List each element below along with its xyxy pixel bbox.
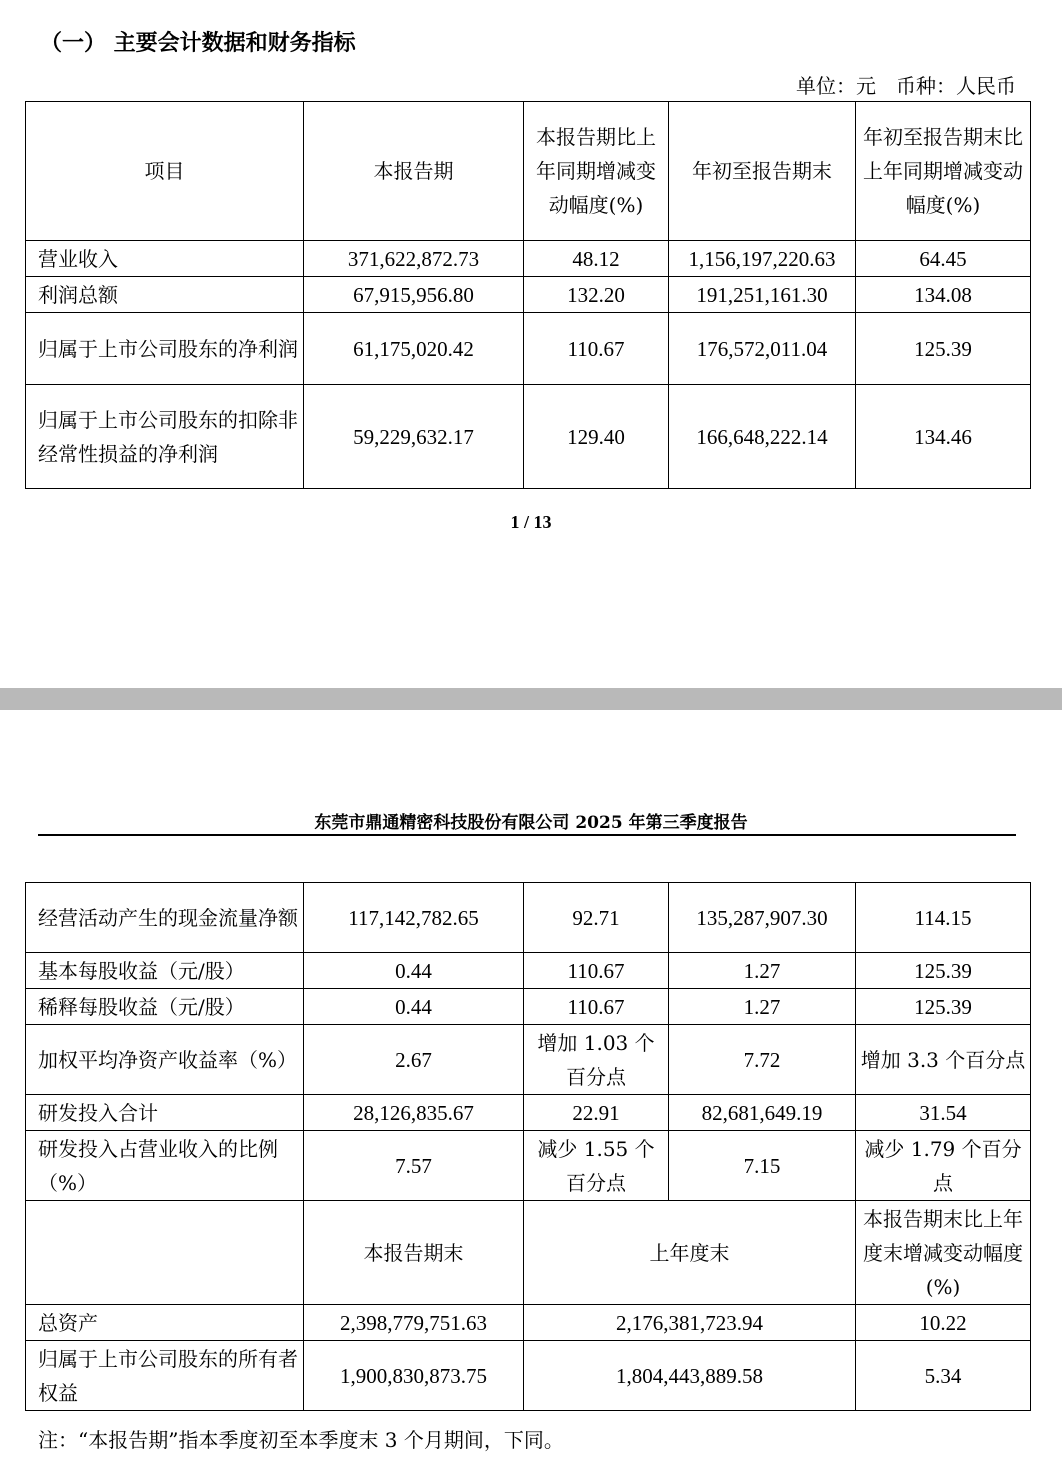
cell-value: 减少 1.79 个百分点	[856, 1131, 1031, 1201]
cell-value: 64.45	[856, 241, 1031, 277]
cell-value: 110.67	[524, 953, 669, 989]
row-label: 基本每股收益（元/股）	[26, 953, 304, 989]
cell-value: 125.39	[856, 953, 1031, 989]
cell-value: 114.15	[856, 883, 1031, 953]
cell-value: 7.72	[669, 1025, 856, 1095]
cell-value: 2,398,779,751.63	[304, 1305, 524, 1341]
cell-value: 82,681,649.19	[669, 1095, 856, 1131]
row-label: 加权平均净资产收益率（%）	[26, 1025, 304, 1095]
cell-value: 0.44	[304, 989, 524, 1025]
header-current-period: 本报告期	[304, 102, 524, 241]
section-title: （一） 主要会计数据和财务指标	[40, 30, 356, 56]
financial-indicators-table-continued	[25, 882, 1031, 1411]
table-header-row	[26, 102, 1031, 241]
row-label: 归属于上市公司股东的所有者权益	[26, 1341, 304, 1411]
cell-value: 增加 3.3 个百分点	[856, 1025, 1031, 1095]
cell-value: 134.08	[856, 277, 1031, 313]
table-row	[26, 313, 1031, 385]
cell-value: 1.27	[669, 989, 856, 1025]
cell-value: 59,229,632.17	[304, 385, 524, 489]
page-divider	[0, 688, 1062, 710]
unit-currency-line: 单位：元 币种：人民币	[796, 74, 1016, 98]
cell-value: 110.67	[524, 313, 669, 385]
cell-value: 7.15	[669, 1131, 856, 1201]
row-label: 利润总额	[26, 277, 304, 313]
cell-value: 132.20	[524, 277, 669, 313]
cell-value: 134.46	[856, 385, 1031, 489]
cell-value: 增加 1.03 个百分点	[524, 1025, 669, 1095]
header-rule	[38, 834, 1016, 836]
cell-value: 1,900,830,873.75	[304, 1341, 524, 1411]
cell-value: 61,175,020.42	[304, 313, 524, 385]
subheader-change: 本报告期末比上年度末增减变动幅度(%)	[856, 1201, 1031, 1305]
page-number: 1 / 13	[510, 512, 552, 532]
cell-value: 166,648,222.14	[669, 385, 856, 489]
financial-indicators-table	[25, 101, 1031, 489]
table-row	[26, 989, 1031, 1025]
cell-value: 135,287,907.30	[669, 883, 856, 953]
table-row	[26, 277, 1031, 313]
table-row	[26, 241, 1031, 277]
table-row	[26, 953, 1031, 989]
row-label: 总资产	[26, 1305, 304, 1341]
table-row	[26, 385, 1031, 489]
cell-value: 28,126,835.67	[304, 1095, 524, 1131]
table-row	[26, 1095, 1031, 1131]
cell-value: 减少 1.55 个百分点	[524, 1131, 669, 1201]
row-label: 归属于上市公司股东的净利润	[26, 313, 304, 385]
cell-value: 176,572,011.04	[669, 313, 856, 385]
cell-value: 1.27	[669, 953, 856, 989]
row-label: 稀释每股收益（元/股）	[26, 989, 304, 1025]
cell-value: 371,622,872.73	[304, 241, 524, 277]
table-row	[26, 883, 1031, 953]
cell-value: 2,176,381,723.94	[524, 1305, 856, 1341]
row-label: 营业收入	[26, 241, 304, 277]
cell-value: 1,804,443,889.58	[524, 1341, 856, 1411]
cell-value: 191,251,161.30	[669, 277, 856, 313]
cell-value: 125.39	[856, 989, 1031, 1025]
cell-value: 48.12	[524, 241, 669, 277]
cell-value: 31.54	[856, 1095, 1031, 1131]
subheader-prior-year-end: 上年度末	[524, 1201, 856, 1305]
cell-value: 5.34	[856, 1341, 1031, 1411]
row-label: 研发投入占营业收入的比例（%）	[26, 1131, 304, 1201]
table-subheader-row	[26, 1201, 1031, 1305]
cell-value: 125.39	[856, 313, 1031, 385]
cell-value: 10.22	[856, 1305, 1031, 1341]
table-row	[26, 1131, 1031, 1201]
table-row	[26, 1025, 1031, 1095]
cell-value: 0.44	[304, 953, 524, 989]
header-item: 项目	[26, 102, 304, 241]
cell-value: 22.91	[524, 1095, 669, 1131]
cell-value: 92.71	[524, 883, 669, 953]
header-current-period-change: 本报告期比上年同期增减变动幅度(%)	[524, 102, 669, 241]
cell-value: 110.67	[524, 989, 669, 1025]
footnote: 注：“本报告期”指本季度初至本季度末 3 个月期间，下同。	[38, 1428, 564, 1452]
cell-value: 7.57	[304, 1131, 524, 1201]
table-row	[26, 1341, 1031, 1411]
subheader-period-end: 本报告期末	[304, 1201, 524, 1305]
cell-value: 1,156,197,220.63	[669, 241, 856, 277]
table-row	[26, 1305, 1031, 1341]
cell-value: 129.40	[524, 385, 669, 489]
row-label: 研发投入合计	[26, 1095, 304, 1131]
subheader-empty	[26, 1201, 304, 1305]
report-header: 东莞市鼎通精密科技股份有限公司 2025 年第三季度报告	[314, 813, 748, 833]
header-ytd-change: 年初至报告期末比上年同期增减变动幅度(%)	[856, 102, 1031, 241]
header-ytd: 年初至报告期末	[669, 102, 856, 241]
cell-value: 117,142,782.65	[304, 883, 524, 953]
cell-value: 2.67	[304, 1025, 524, 1095]
row-label: 归属于上市公司股东的扣除非经常性损益的净利润	[26, 385, 304, 489]
cell-value: 67,915,956.80	[304, 277, 524, 313]
row-label: 经营活动产生的现金流量净额	[26, 883, 304, 953]
